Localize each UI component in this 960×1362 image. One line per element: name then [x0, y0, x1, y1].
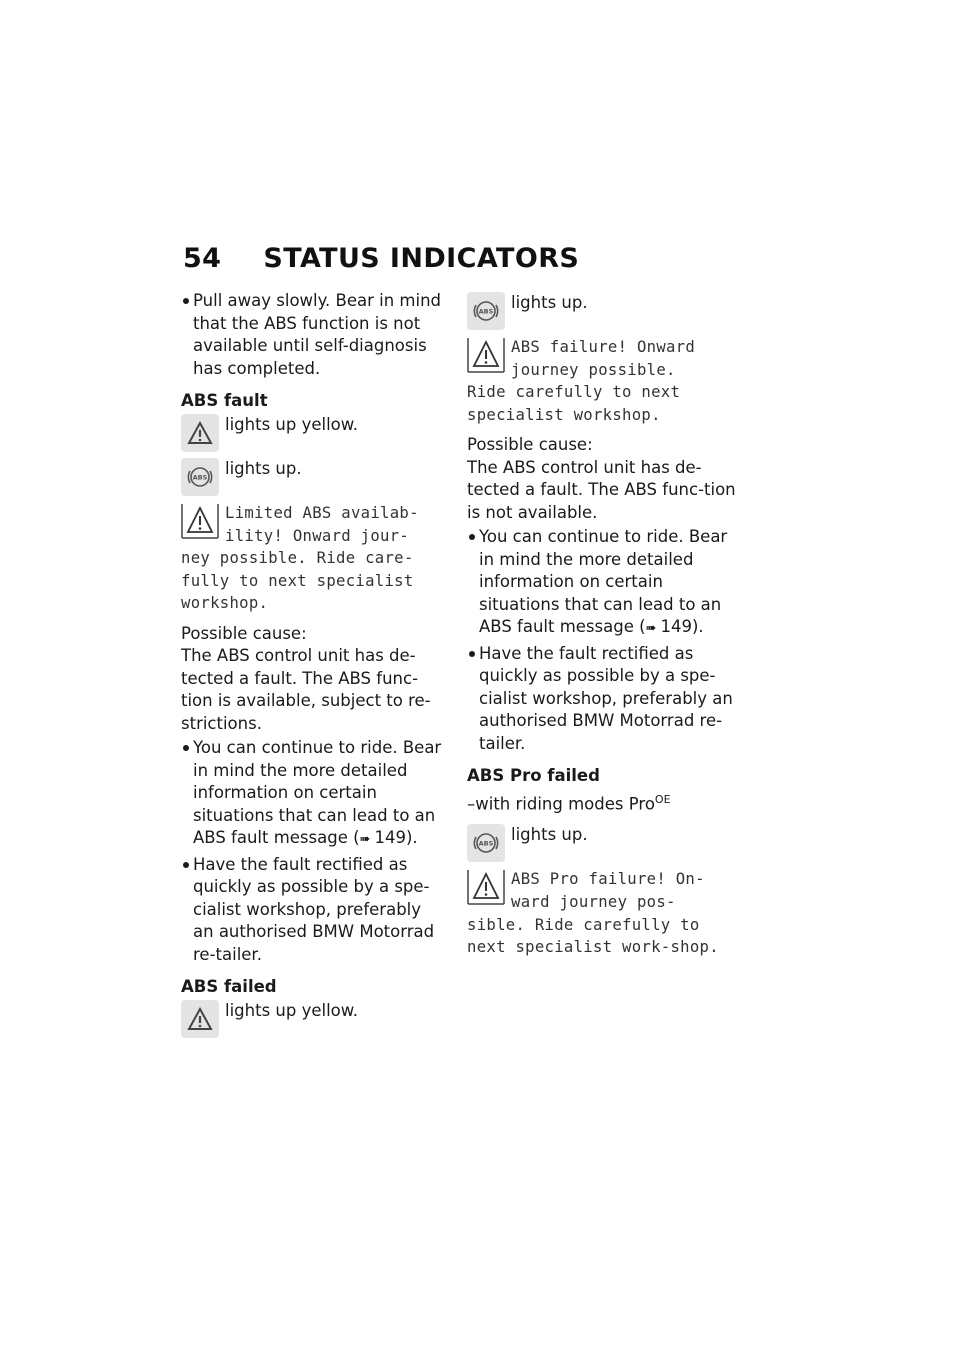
page-reference-link[interactable]	[646, 617, 704, 636]
warning-triangle-icon	[181, 1000, 219, 1038]
display-message-line2: journey possible.	[511, 360, 676, 379]
warning-triangle-icon	[467, 336, 505, 374]
abs-pro-failed-heading: ABS Pro failed	[467, 766, 600, 786]
page-number: 54	[183, 243, 222, 274]
rectify-fault-bullet: Have the fault rectified as quickly as possible by a spe-cialist workshop, preferably an authorised BMW Motorrad re-tailer.	[467, 643, 742, 756]
abs-failed-warning-row	[181, 1000, 446, 1038]
display-message-head-lines	[511, 868, 705, 913]
continue-ride-text: You can continue to ride. Bear in mind the more detailed information on certain situations that can lead to an ABS fault message (	[479, 527, 728, 637]
page-ref-arrow-icon: ➠	[645, 621, 657, 637]
display-message-rest: ney possible. Ride care-fully to next specialist workshop.	[181, 549, 414, 613]
display-message-rest: sible. Ride carefully to next specialist work-shop.	[467, 915, 719, 957]
display-message-head-lines	[225, 502, 419, 547]
abs-fault-abs-row	[181, 458, 446, 496]
warning-light-text: lights up yellow.	[225, 1001, 358, 1021]
abs-pro-subtitle-text: –with riding modes Pro	[467, 794, 655, 814]
display-message-line2: ility! Onward jour-	[225, 526, 410, 545]
page-title: STATUS INDICATORS	[263, 243, 580, 274]
warning-light-text: lights up yellow.	[225, 415, 358, 434]
optional-equipment-mark: OE	[654, 793, 671, 807]
abs-failed-heading: ABS failed	[181, 977, 277, 997]
display-message-line1: Limited ABS availab-	[225, 504, 419, 522]
display-message-abs-failure	[467, 336, 742, 426]
abs-fault-warning-row	[181, 414, 446, 452]
display-message-line2: ward journey pos-	[511, 892, 676, 911]
left-column	[181, 290, 446, 1044]
display-message-head	[467, 336, 742, 381]
svg-text:ABS: ABS	[478, 839, 494, 848]
warning-triangle-icon	[181, 414, 219, 452]
display-message-head	[467, 868, 742, 913]
display-message-limited-abs	[181, 502, 446, 615]
possible-cause-text: The ABS control unit has de-tected a fault. The ABS func-tion is not available.	[467, 457, 736, 522]
rectify-fault-bullet: Have the fault rectified as quickly as possible by a spe-cialist workshop, preferably an authorised BMW Motorrad re-tailer.	[181, 854, 446, 967]
page-header	[183, 243, 579, 274]
abs-light-text: lights up.	[511, 825, 588, 845]
warning-triangle-icon	[181, 502, 219, 540]
right-column	[467, 290, 742, 967]
abs-icon	[467, 292, 505, 330]
possible-cause-label: Possible cause:	[181, 623, 307, 643]
page-reference-number: 149).	[374, 828, 418, 848]
abs-failed-abs-row	[467, 292, 742, 330]
page-ref-arrow-icon: ➠	[359, 832, 371, 848]
svg-text:ABS: ABS	[478, 307, 494, 316]
possible-cause-text: The ABS control unit has de-tected a fault. The ABS func-tion is available, subject to re-strictions.	[181, 646, 431, 733]
possible-cause-label: Possible cause:	[467, 435, 593, 455]
intro-bullet: Pull away slowly. Bear in mind that the ABS function is not available until self-diagnosis has completed.	[181, 290, 446, 380]
continue-ride-text: You can continue to ride. Bear in mind the more detailed information on certain situations that can lead to an ABS fault message (	[193, 738, 442, 848]
svg-text:ABS: ABS	[192, 473, 208, 482]
display-message-head	[181, 502, 446, 547]
abs-pro-abs-row	[467, 824, 742, 862]
abs-icon	[467, 824, 505, 862]
abs-light-text: lights up.	[225, 459, 302, 478]
page-reference-number: 149).	[660, 617, 704, 637]
abs-light-text: lights up.	[511, 293, 588, 312]
display-message-line1: ABS Pro failure! On-	[511, 870, 705, 889]
continue-ride-bullet	[181, 737, 446, 852]
display-message-line1: ABS failure! Onward	[511, 338, 696, 356]
abs-fault-heading: ABS fault	[181, 391, 268, 410]
continue-ride-bullet	[467, 526, 742, 641]
abs-pro-subtitle	[467, 789, 742, 816]
display-message-head-lines	[511, 336, 695, 381]
warning-triangle-icon	[467, 868, 505, 906]
abs-icon	[181, 458, 219, 496]
display-message-abs-pro-failure	[467, 868, 742, 958]
page-reference-link[interactable]	[360, 828, 418, 847]
display-message-rest: Ride carefully to next specialist workshop.	[467, 383, 681, 424]
